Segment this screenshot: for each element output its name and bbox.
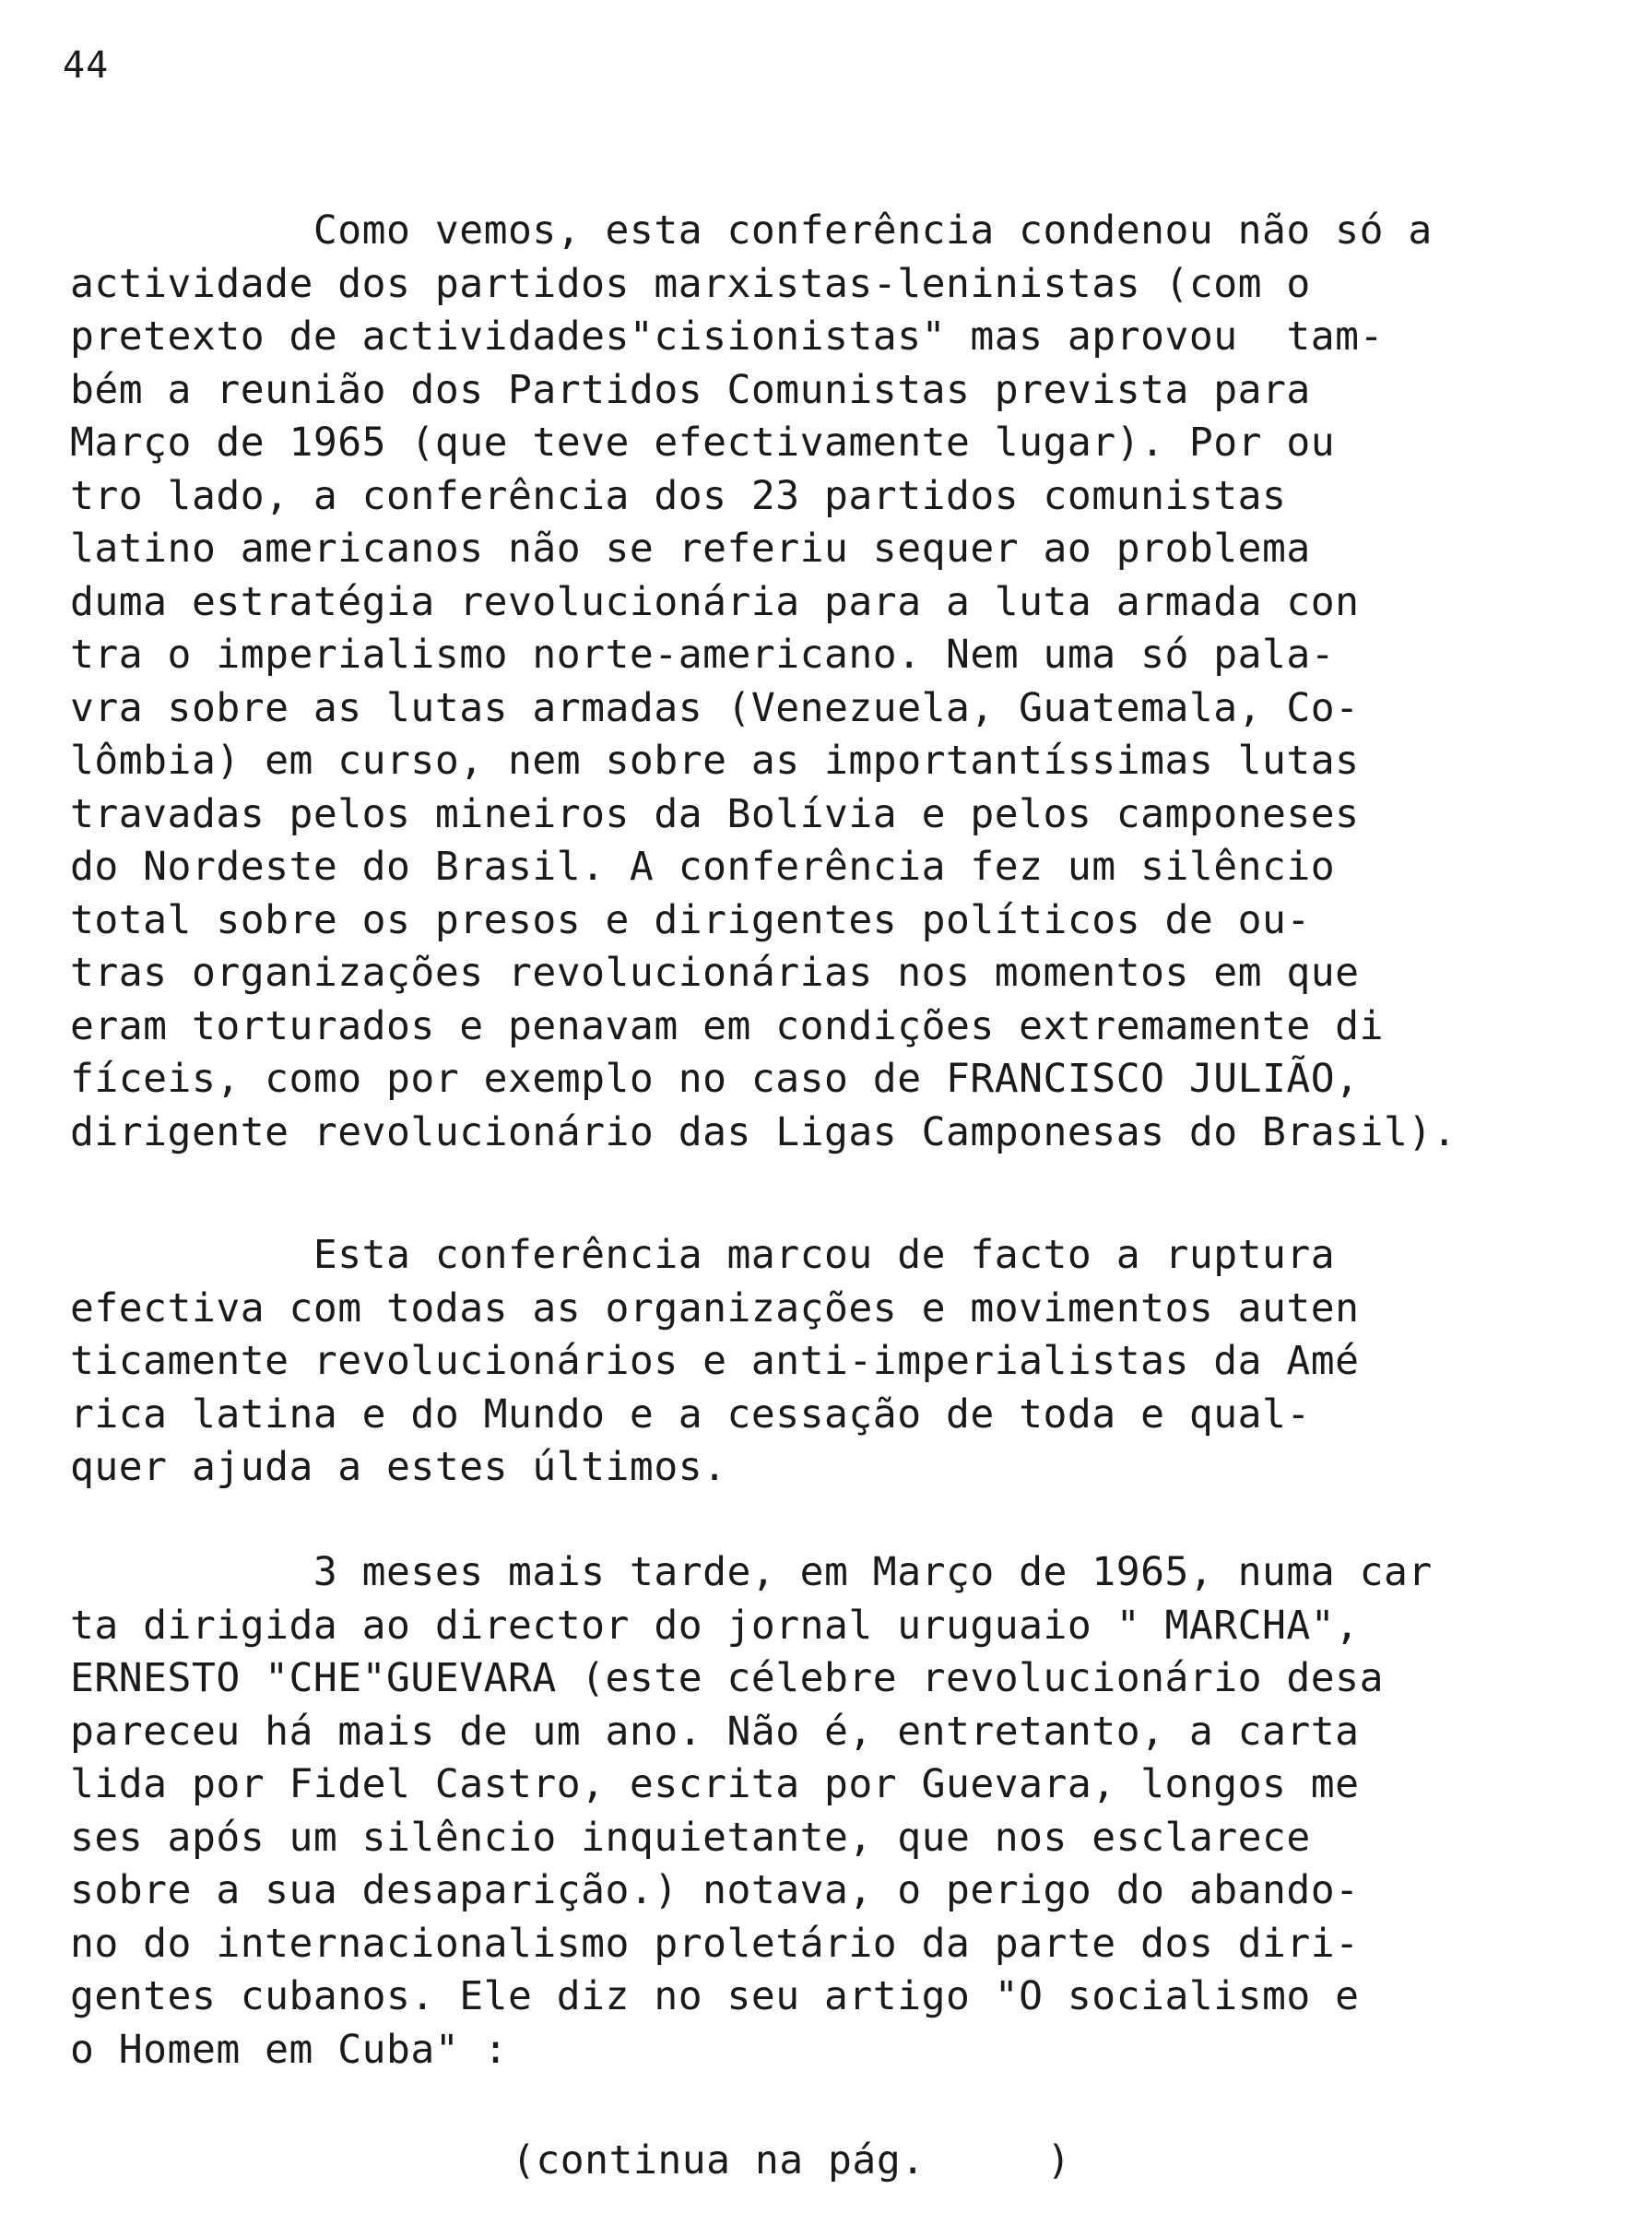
text-line: pareceu há mais de um ano. Não é, entretanto, a carta	[70, 1708, 1360, 1755]
text-line: duma estratégia revolucionária para a luta armada con	[70, 578, 1360, 625]
text-line: tra o imperialismo norte-americano. Nem uma só pala-	[70, 632, 1336, 678]
text-line: latino americanos não se referiu sequer ao problema	[70, 526, 1311, 572]
text-line: o Homem em Cuba" :	[70, 2026, 508, 2073]
text-line: Esta conferência marcou de facto a ruptura	[70, 1232, 1336, 1278]
text-line: eram torturados e penavam em condições extremamente di	[70, 1002, 1384, 1049]
text-line: actividade dos partidos marxistas-leninistas (com o	[70, 260, 1311, 307]
text-line: Março de 1965 (que teve efectivamente lugar). Por ou	[70, 420, 1336, 466]
text-line: 3 meses mais tarde, em Março de 1965, numa car	[70, 1549, 1433, 1595]
text-line: bém a reunião dos Partidos Comunistas prevista para	[70, 366, 1311, 413]
text-line: sobre a sua desaparição.) notava, o perigo do abando-	[70, 1867, 1360, 1913]
text-line: tras organizações revolucionárias nos momentos em que	[70, 950, 1360, 996]
text-line: ses após um silêncio inquietante, que nos esclarece	[70, 1814, 1311, 1861]
text-line: total sobre os presos e dirigentes políticos de ou-	[70, 896, 1311, 943]
text-line: lida por Fidel Castro, escrita por Guevara, longos me	[70, 1761, 1360, 1807]
text-line: gentes cubanos. Ele diz no seu artigo "O socialismo e	[70, 1973, 1360, 2019]
text-line: quer ajuda a estes últimos.	[70, 1444, 727, 1490]
text-line: no do internacionalismo proletário da parte dos diri-	[70, 1920, 1360, 1967]
text-line: ERNESTO "CHE"GUEVARA (este célebre revolucionário desa	[70, 1655, 1384, 1701]
text-line: dirigente revolucionário das Ligas Camponesas do Brasil).	[70, 1108, 1457, 1155]
text-line: travadas pelos mineiros da Bolívia e pelos camponeses	[70, 790, 1360, 837]
text-line: efectiva com todas as organizações e movimentos auten	[70, 1284, 1360, 1331]
text-line: lômbia) em curso, nem sobre as importantíssimas lutas	[70, 738, 1360, 784]
paragraph-2	[70, 1229, 1628, 1495]
continuation-note: (continua na pág. )	[512, 2137, 1071, 2183]
paragraph-3	[70, 1546, 1628, 2077]
page-number: 44	[63, 44, 110, 87]
text-line: vra sobre as lutas armadas (Venezuela, Guatemala, Co-	[70, 684, 1360, 731]
paragraph-1	[70, 205, 1628, 1159]
text-line: do Nordeste do Brasil. A conferência fez um silêncio	[70, 844, 1336, 890]
text-line: rica latina e do Mundo e a cessação de toda e qual-	[70, 1391, 1311, 1438]
text-line: pretexto de actividades"cisionistas" mas aprovou tam-	[70, 314, 1384, 360]
text-line: fíceis, como por exemplo no caso de FRANCISCO JULIÃO,	[70, 1056, 1360, 1102]
text-line: Como vemos, esta conferência condenou não só a	[70, 207, 1433, 254]
text-line: ticamente revolucionários e anti-imperialistas da Amé	[70, 1338, 1360, 1384]
text-line: ta dirigida ao director do jornal uruguaio " MARCHA",	[70, 1602, 1360, 1649]
text-line: tro lado, a conferência dos 23 partidos comunistas	[70, 472, 1287, 519]
